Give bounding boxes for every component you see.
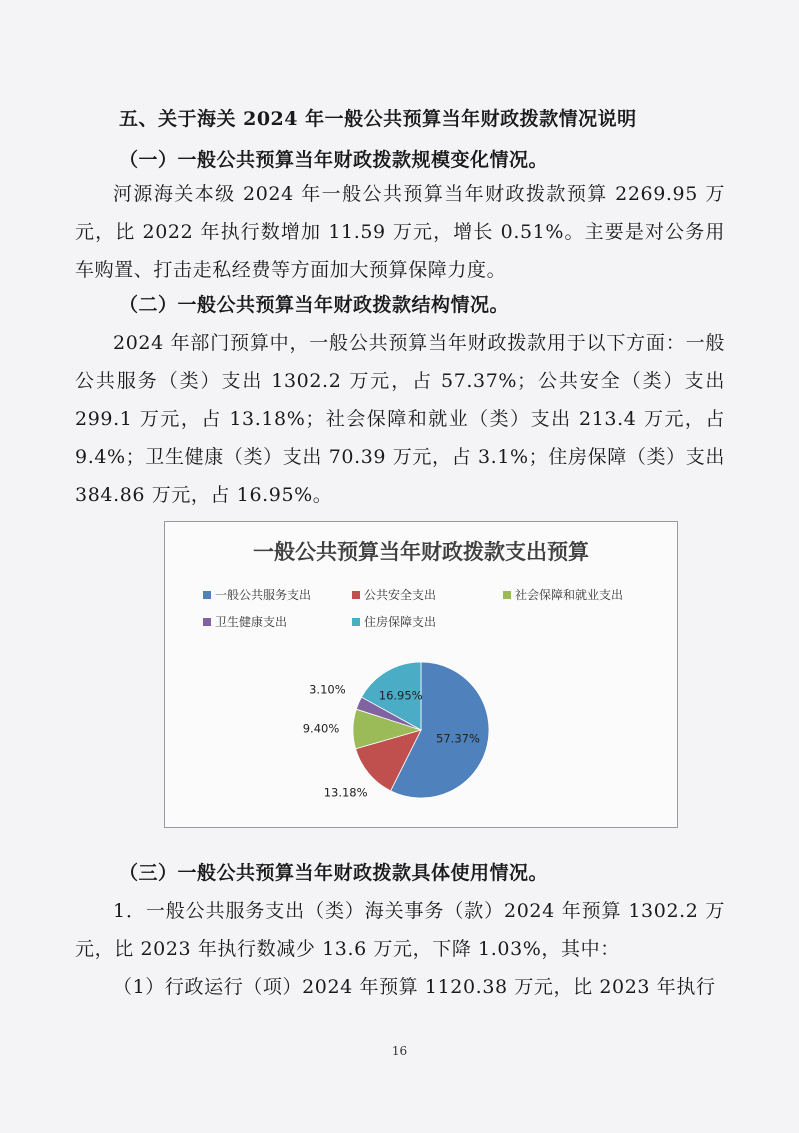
legend-label: 卫生健康支出 (215, 615, 288, 629)
slice-label: 9.40% (302, 721, 340, 736)
slice-label: 13.18% (323, 785, 368, 800)
slice-label: 3.10% (309, 682, 346, 697)
paragraph-usage-1: 1．一般公共服务支出（类）海关事务（款）2024 年预算 1302.2 万元，比 2023 年执行数减少 13.6 万元，下降 1.03%，其中： (75, 900, 725, 960)
pie-chart (164, 521, 678, 828)
legend-label: 社会保障和就业支出 (515, 588, 624, 602)
paragraph-structure: 2024 年部门预算中，一般公共预算当年财政拨款用于以下方面：一般公共服务（类）支出 1302.2 万元，占 57.37%；公共安全（类）支出 299.1 万元，占 13.18%；社会保障和就业（类）支出 213.4 万元，占 9.4%；卫生健康（类）支出 70.39 万元，占 3.1%；住房保障（类）支出 384.86 万元，占 16.95%。 (75, 332, 725, 506)
pie-svg (165, 522, 677, 827)
subsection-heading-3: （三）一般公共预算当年财政拨款具体使用情况。 (119, 862, 549, 884)
section-heading: 五、关于海关 2024 年一般公共预算当年财政拨款情况说明 (119, 108, 637, 130)
legend-label: 公共安全支出 (364, 588, 437, 602)
slice-label: 16.95% (378, 688, 423, 703)
paragraph-scale-change: 河源海关本级 2024 年一般公共预算当年财政拨款预算 2269.95 万元，比 2022 年执行数增加 11.59 万元，增长 0.51%。主要是对公务用车购置、打击走私经费等方面加大预算保障力度。 (75, 183, 725, 281)
legend-label: 住房保障支出 (364, 615, 437, 629)
slice-label: 57.37% (436, 731, 480, 746)
paragraph-usage-2: （1）行政运行（项）2024 年预算 1120.38 万元，比 2023 年执行 (113, 976, 716, 998)
subsection-heading-2: （二）一般公共预算当年财政拨款结构情况。 (119, 294, 510, 316)
page-number: 16 (391, 1044, 408, 1058)
legend-label: 一般公共服务支出 (215, 588, 312, 602)
subsection-heading-1: （一）一般公共预算当年财政拨款规模变化情况。 (119, 149, 549, 171)
chart-title: 一般公共预算当年财政拨款支出预算 (253, 540, 589, 564)
